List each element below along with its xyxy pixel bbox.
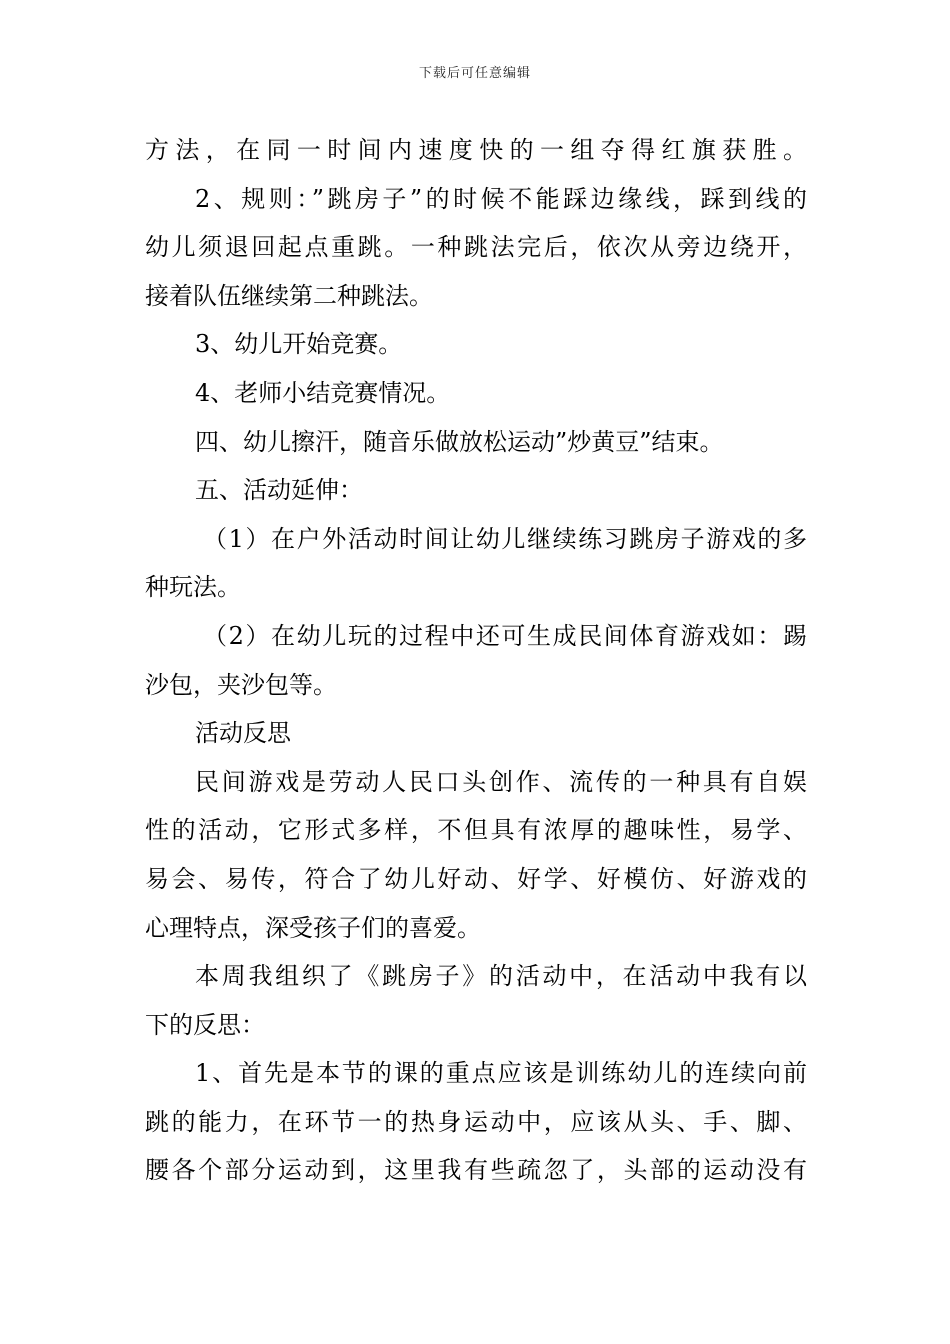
text-line: 2、规则：”跳房子”的时候不能踩边缘线，踩到线的 bbox=[195, 184, 807, 213]
section-heading: 活动反思 bbox=[195, 719, 291, 748]
text-line: 本周我组织了《跳房子》的活动中，在活动中我有以 bbox=[195, 962, 807, 991]
text-line: 四、幼儿擦汗，随音乐做放松运动”炒黄豆”结束。 bbox=[195, 427, 724, 456]
text-line: 心理特点，深受孩子们的喜爱。 bbox=[145, 913, 481, 942]
text-line: 3、幼儿开始竞赛。 bbox=[195, 330, 403, 359]
text-line: 腰各个部分运动到，这里我有些疏忽了，头部的运动没有 bbox=[145, 1156, 807, 1185]
document-body bbox=[145, 126, 807, 1195]
text-line: （1）在户外活动时间让幼儿继续练习跳房子游戏的多 bbox=[203, 524, 807, 553]
text-line: 性的活动，它形式多样，不但具有浓厚的趣味性，易学、 bbox=[145, 816, 807, 845]
page-header: 下载后可任意编辑 bbox=[418, 66, 531, 81]
text-line: 五、活动延伸： bbox=[195, 476, 363, 505]
text-line: （2）在幼儿玩的过程中还可生成民间体育游戏如：踢 bbox=[203, 621, 807, 650]
text-line: 幼儿须退回起点重跳。一种跳法完后，依次从旁边绕开， bbox=[145, 233, 807, 262]
text-line: 易会、易传，符合了幼儿好动、好学、好模仿、好游戏的 bbox=[145, 864, 807, 893]
text-line: 方法，在同一时间内速度快的一组夺得红旗获胜。 bbox=[145, 136, 807, 164]
text-line: 4、老师小结竞赛情况。 bbox=[195, 378, 451, 407]
text-line: 1、首先是本节的课的重点应该是训练幼儿的连续向前 bbox=[195, 1059, 807, 1088]
text-line: 种玩法。 bbox=[145, 573, 241, 602]
text-line: 沙包，夹沙包等。 bbox=[145, 670, 337, 699]
text-line: 接着队伍继续第二种跳法。 bbox=[145, 281, 433, 310]
text-line: 下的反思： bbox=[145, 1010, 265, 1039]
text-line: 跳的能力，在环节一的热身运动中，应该从头、手、脚、 bbox=[145, 1107, 807, 1136]
text-line: 民间游戏是劳动人民口头创作、流传的一种具有自娱 bbox=[195, 767, 807, 796]
